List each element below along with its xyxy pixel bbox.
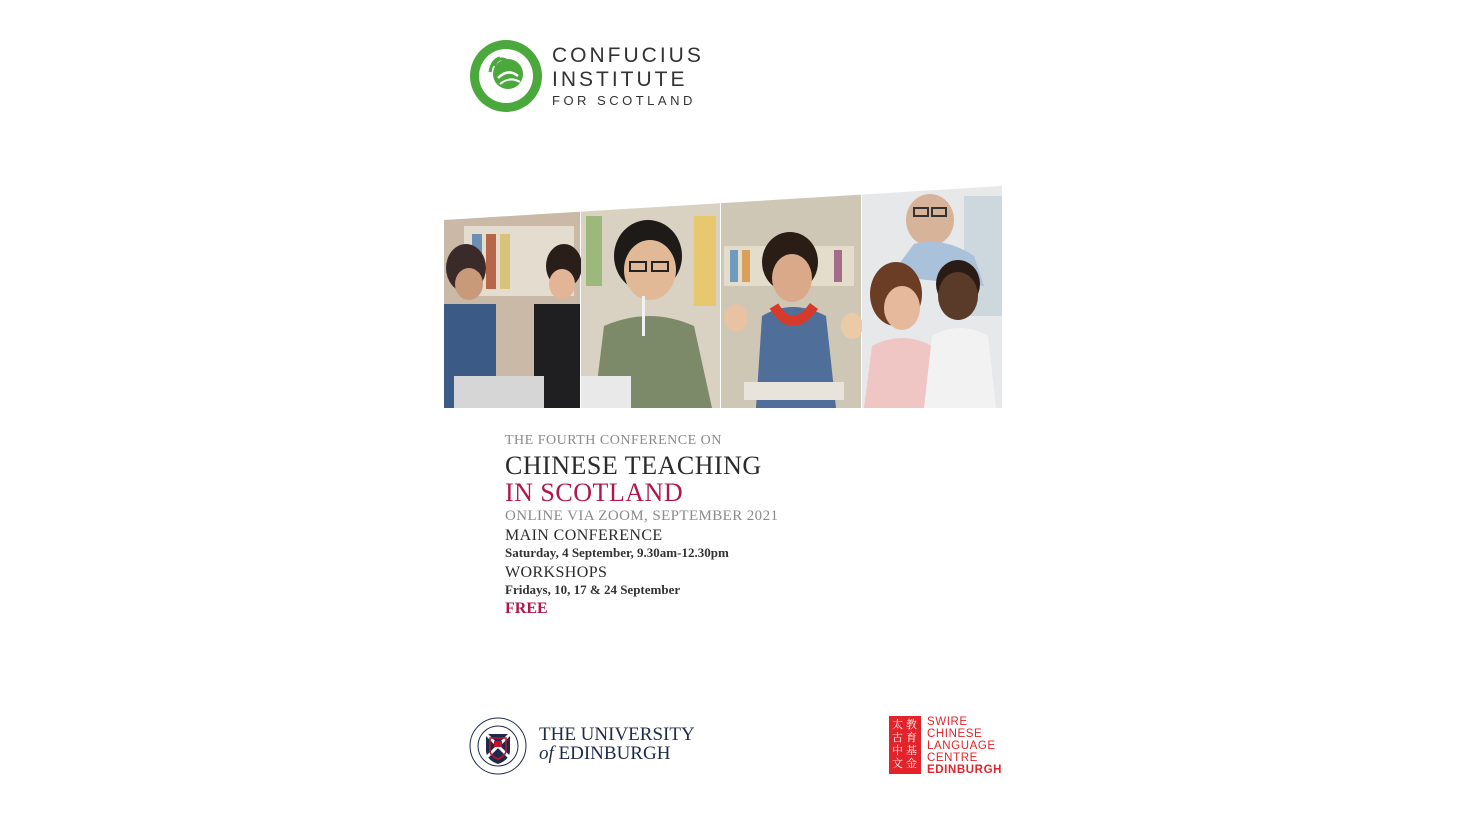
swire-char: 中 <box>892 744 903 757</box>
workshops-date: Fridays, 10, 17 & 24 September <box>505 582 681 597</box>
university-crest-icon <box>468 716 528 776</box>
university-of-edinburgh-logo <box>468 716 718 776</box>
confucius-emblem-icon <box>468 38 544 114</box>
swire-line-5: EDINBURGH <box>927 764 1003 776</box>
swire-char: 教 <box>906 718 917 731</box>
free-label: FREE <box>505 600 548 617</box>
conference-online-info: ONLINE VIA ZOOM, SEPTEMBER 2021 <box>505 508 779 524</box>
conference-details <box>505 432 925 619</box>
swire-char: 太 <box>892 718 903 731</box>
swire-char: 育 <box>906 731 917 744</box>
university-of: of <box>539 743 554 764</box>
main-conference-heading: MAIN CONFERENCE <box>505 527 663 544</box>
swire-wordmark <box>927 716 1002 776</box>
conference-kicker: THE FOURTH CONFERENCE ON <box>505 433 722 448</box>
swire-line-4: CENTRE <box>927 752 978 764</box>
conference-title-line-2: IN SCOTLAND <box>505 478 684 507</box>
swire-chinese-characters-block <box>889 716 921 774</box>
workshops-heading: WORKSHOPS <box>505 564 608 581</box>
swire-line-3: LANGUAGE <box>927 740 996 752</box>
university-name: EDINBURGH <box>558 743 671 764</box>
university-line-1: THE UNIVERSITY <box>539 724 695 745</box>
swire-char: 基 <box>906 744 917 757</box>
swire-char: 古 <box>892 731 903 744</box>
swire-line-1: SWIRE <box>927 716 968 728</box>
teacher-students-photo <box>862 186 1002 408</box>
swire-char: 文 <box>892 757 903 770</box>
ci-line-2: INSTITUTE <box>552 68 688 91</box>
students-laptop-photo <box>444 186 582 408</box>
university-wordmark <box>539 725 695 763</box>
confucius-wordmark <box>552 44 704 109</box>
student-thinking-photo <box>581 186 720 408</box>
children-reading-photo <box>721 186 863 408</box>
ci-line-1: CONFUCIUS <box>552 44 704 67</box>
confucius-institute-logo <box>468 38 718 118</box>
swire-chinese-language-centre-logo <box>889 716 1009 776</box>
main-conference-date: Saturday, 4 September, 9.30am-12.30pm <box>505 545 729 560</box>
swire-line-2: CHINESE <box>927 728 983 740</box>
swire-char: 金 <box>906 757 917 770</box>
conference-title-line-1: CHINESE TEACHING <box>505 451 762 480</box>
ci-line-3: FOR SCOTLAND <box>552 93 696 108</box>
photo-banner <box>444 186 1002 408</box>
university-line-2 <box>539 744 695 763</box>
